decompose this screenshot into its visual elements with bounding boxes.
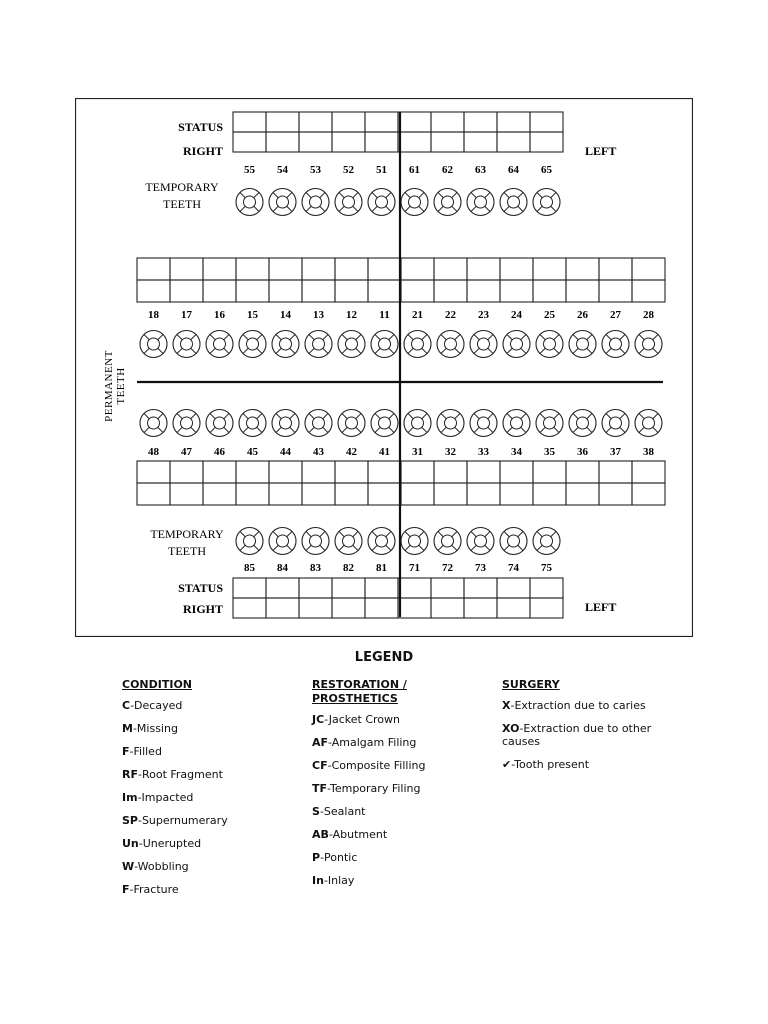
tooth-number: 17 <box>181 309 192 321</box>
legend-description: -Fracture <box>129 883 179 896</box>
tooth-number: 51 <box>376 164 387 176</box>
tooth-number: 25 <box>544 309 555 321</box>
legend-code: In <box>312 874 324 887</box>
legend-item <box>122 722 292 735</box>
legend-item <box>122 814 292 827</box>
tooth-number: 44 <box>280 446 291 458</box>
legend-code: Im <box>122 791 138 804</box>
permanent-teeth-label: PERMANENT <box>103 350 115 422</box>
legend-description: -Filled <box>129 745 162 758</box>
tooth-number: 53 <box>310 164 321 176</box>
legend-item <box>502 758 672 771</box>
tooth-number: 27 <box>610 309 621 321</box>
tooth-number: 41 <box>379 446 390 458</box>
upper-temporary-label: TEMPORARY <box>145 180 219 194</box>
legend-item <box>122 860 292 873</box>
legend-description: -Unerupted <box>138 837 202 850</box>
legend-item <box>312 759 482 772</box>
legend-code: P <box>312 851 321 864</box>
tooth-number: 15 <box>247 309 258 321</box>
legend-description: -Inlay <box>323 874 355 887</box>
legend-item <box>122 699 292 712</box>
legend-code: X <box>502 699 511 712</box>
legend-description: -Impacted <box>137 791 194 804</box>
legend-description: -Tooth present <box>511 758 590 771</box>
tooth-number: 54 <box>277 164 288 176</box>
tooth-number: 55 <box>244 164 255 176</box>
tooth-number: 62 <box>442 164 453 176</box>
legend-item <box>502 722 672 748</box>
lower-temporary-label-2: TEETH <box>168 544 206 558</box>
legend-description: -Extraction due to caries <box>510 699 646 712</box>
legend-condition-column <box>122 678 292 906</box>
upper-left-label: LEFT <box>585 144 617 158</box>
tooth-number: 23 <box>478 309 489 321</box>
legend-title: LEGEND <box>354 650 414 665</box>
upper-status-label: STATUS <box>178 120 223 134</box>
tooth-number: 47 <box>181 446 192 458</box>
tooth-number: 71 <box>409 562 420 574</box>
tooth-number: 61 <box>409 164 420 176</box>
legend-description: -Pontic <box>320 851 358 864</box>
tooth-number: 81 <box>376 562 387 574</box>
legend-code: CF <box>312 759 328 772</box>
legend-item <box>122 837 292 850</box>
legend-item <box>122 768 292 781</box>
tooth-number: 33 <box>478 446 489 458</box>
legend-code: ✔ <box>502 758 512 771</box>
legend-description: -Sealant <box>319 805 366 818</box>
legend-code: S <box>312 805 320 818</box>
upper-right-label: RIGHT <box>182 144 223 158</box>
tooth-number: 13 <box>313 309 324 321</box>
tooth-number: 74 <box>508 562 519 574</box>
tooth-number: 11 <box>379 309 390 321</box>
tooth-number: 72 <box>442 562 453 574</box>
tooth-number: 34 <box>511 446 522 458</box>
legend-item <box>312 874 482 887</box>
tooth-number: 65 <box>541 164 552 176</box>
tooth-number: 14 <box>280 309 291 321</box>
legend-code: M <box>122 722 133 735</box>
legend-surgery-column <box>502 678 672 781</box>
tooth-number: 52 <box>343 164 354 176</box>
legend-description: -Missing <box>132 722 178 735</box>
legend-code: TF <box>312 782 328 795</box>
tooth-number: 12 <box>346 309 357 321</box>
tooth-number: 45 <box>247 446 258 458</box>
legend-code: C <box>122 699 131 712</box>
legend-item <box>312 782 482 795</box>
lower-left-label: LEFT <box>585 600 617 614</box>
legend-code: JC <box>312 713 325 726</box>
legend-description: -Amalgam Filing <box>328 736 417 749</box>
tooth-number: 21 <box>412 309 423 321</box>
legend-code: F <box>122 883 130 896</box>
tooth-number: 75 <box>541 562 552 574</box>
tooth-number: 28 <box>643 309 654 321</box>
legend-code: F <box>122 745 130 758</box>
condition-header: CONDITION <box>122 678 193 691</box>
tooth-number: 73 <box>475 562 486 574</box>
legend-code: W <box>122 860 135 873</box>
permanent-teeth-label-2: TEETH <box>115 367 127 405</box>
legend-description: -Abutment <box>328 828 388 841</box>
legend-description: -Wobbling <box>134 860 189 873</box>
tooth-number: 42 <box>346 446 357 458</box>
legend-description: -Composite Filling <box>327 759 426 772</box>
tooth-number: 37 <box>610 446 621 458</box>
tooth-number: 31 <box>412 446 423 458</box>
legend-description: -Supernumerary <box>137 814 228 827</box>
legend-item <box>502 699 672 712</box>
tooth-number: 46 <box>214 446 225 458</box>
upper-temporary-label-2: TEETH <box>163 197 201 211</box>
tooth-number: 64 <box>508 164 519 176</box>
tooth-number: 83 <box>310 562 321 574</box>
legend-description: -Decayed <box>130 699 183 712</box>
tooth-number: 48 <box>148 446 159 458</box>
legend-description: -Jacket Crown <box>324 713 401 726</box>
tooth-number: 63 <box>475 164 486 176</box>
legend-restoration-column <box>312 678 482 897</box>
tooth-number: 16 <box>214 309 225 321</box>
tooth-number: 38 <box>643 446 654 458</box>
legend-code: SP <box>122 814 138 827</box>
tooth-number: 26 <box>577 309 588 321</box>
legend-code: RF <box>122 768 138 781</box>
tooth-number: 36 <box>577 446 588 458</box>
legend-description: -Root Fragment <box>137 768 223 781</box>
tooth-number: 32 <box>445 446 456 458</box>
lower-status-label: STATUS <box>178 581 223 595</box>
restoration-header: RESTORATION / PROSTHETICS <box>312 678 407 705</box>
legend-item <box>122 745 292 758</box>
tooth-number: 43 <box>313 446 324 458</box>
legend-item <box>312 713 482 726</box>
tooth-number: 24 <box>511 309 522 321</box>
legend-code: XO <box>502 722 520 735</box>
legend-item <box>122 791 292 804</box>
surgery-header: SURGERY <box>502 678 560 691</box>
legend-item <box>312 736 482 749</box>
tooth-number: 22 <box>445 309 456 321</box>
legend-description: -Extraction due to other causes <box>502 722 652 748</box>
tooth-number: 84 <box>277 562 288 574</box>
tooth-number: 82 <box>343 562 354 574</box>
legend-code: Un <box>122 837 139 850</box>
legend-description: -Temporary Filing <box>327 782 421 795</box>
legend-item <box>122 883 292 896</box>
lower-temporary-label: TEMPORARY <box>150 527 224 541</box>
legend-item <box>312 805 482 818</box>
legend-code: AB <box>312 828 329 841</box>
tooth-number: 18 <box>148 309 159 321</box>
dental-chart <box>75 98 693 637</box>
tooth-number: 35 <box>544 446 555 458</box>
legend-code: AF <box>312 736 329 749</box>
legend-item <box>312 828 482 841</box>
lower-right-label: RIGHT <box>182 602 223 616</box>
tooth-number: 85 <box>244 562 255 574</box>
legend-item <box>312 851 482 864</box>
